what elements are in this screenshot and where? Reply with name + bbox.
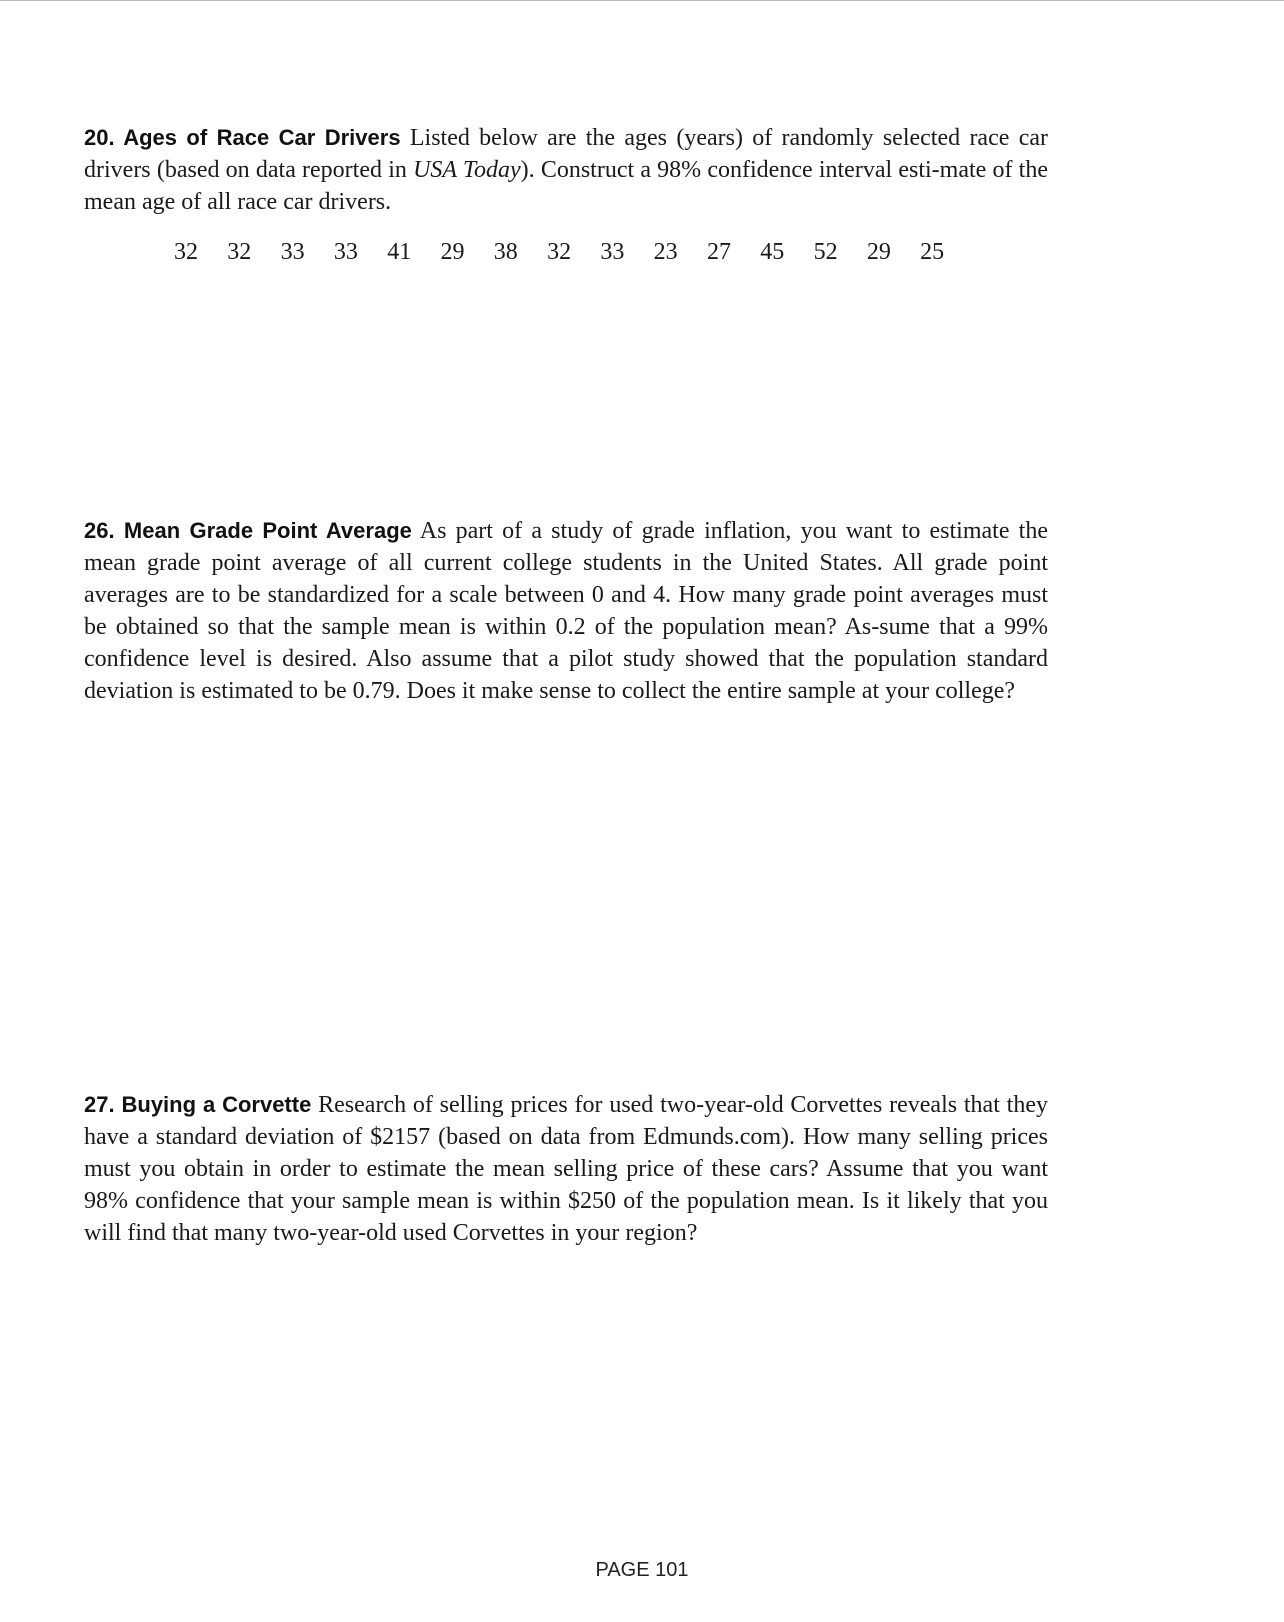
data-value: 32 — [547, 239, 572, 265]
data-value: 29 — [866, 239, 891, 265]
data-value: 25 — [920, 239, 945, 265]
page-number: PAGE 101 — [595, 1559, 689, 1581]
data-value: 33 — [600, 239, 625, 265]
problem-20-number: 20. — [84, 125, 115, 150]
data-value: 33 — [280, 239, 305, 265]
problem-26-text: As part of a study of grade inflation, you want to estimate the mean grade point average of all current college students in the United States. All grade point averages are to be standardized for a scale between 0 and 4. How many grade point averages must be obtained so that the sample mean is within 0.2 of the population mean? As-sume that a 99% confidence level is desired. Also assume that a pilot study showed that the population standard deviation is estimated to be 0.79. Does it make sense to collect the entire sample at your college? — [84, 518, 1049, 704]
problem-20-text-part2: ). Construct a 98% confidence interval esti-mate of the mean age of all race car drivers. — [84, 157, 1049, 215]
problem-26 — [84, 515, 1048, 707]
top-border-line — [0, 0, 1284, 1]
problem-20-title: Ages of Race Car Drivers — [123, 125, 401, 150]
data-value: 27 — [706, 239, 731, 265]
problem-26-heading — [84, 518, 412, 543]
data-value: 52 — [813, 239, 838, 265]
problem-20-source: USA Today — [413, 157, 521, 183]
data-value: 41 — [387, 239, 412, 265]
data-value: 45 — [760, 239, 785, 265]
data-value: 32 — [227, 239, 252, 265]
problem-27-title: Buying a Corvette — [121, 1092, 312, 1117]
data-value: 23 — [653, 239, 678, 265]
problem-27-number: 27. — [84, 1092, 115, 1117]
problem-26-number: 26. — [84, 518, 115, 543]
problem-20 — [84, 122, 1048, 218]
problem-27 — [84, 1089, 1048, 1249]
data-value: 32 — [174, 239, 198, 265]
data-value: 33 — [333, 239, 358, 265]
problem-27-heading — [84, 1092, 311, 1117]
problem-27-text: Research of selling prices for used two-year-old Corvettes reveals that they have a standard deviation of $2157 (based on data from Edmunds.com). How many selling prices must you obtain in order to estimate the mean selling price of these cars? Assume that you want 98% confidence that your sample mean is within $250 of the population mean. Is it likely that you will find that many two-year-old used Corvettes in your region? — [84, 1092, 1048, 1246]
data-value: 29 — [440, 239, 465, 265]
problem-26-title: Mean Grade Point Average — [123, 518, 412, 543]
problem-20-text-part1: Listed below are the ages (years) of randomly selected race car drivers (based on data reported in — [84, 125, 1048, 183]
data-value: 38 — [493, 239, 518, 265]
problem-20-heading — [84, 125, 401, 150]
problem-20-data-list — [174, 236, 973, 268]
